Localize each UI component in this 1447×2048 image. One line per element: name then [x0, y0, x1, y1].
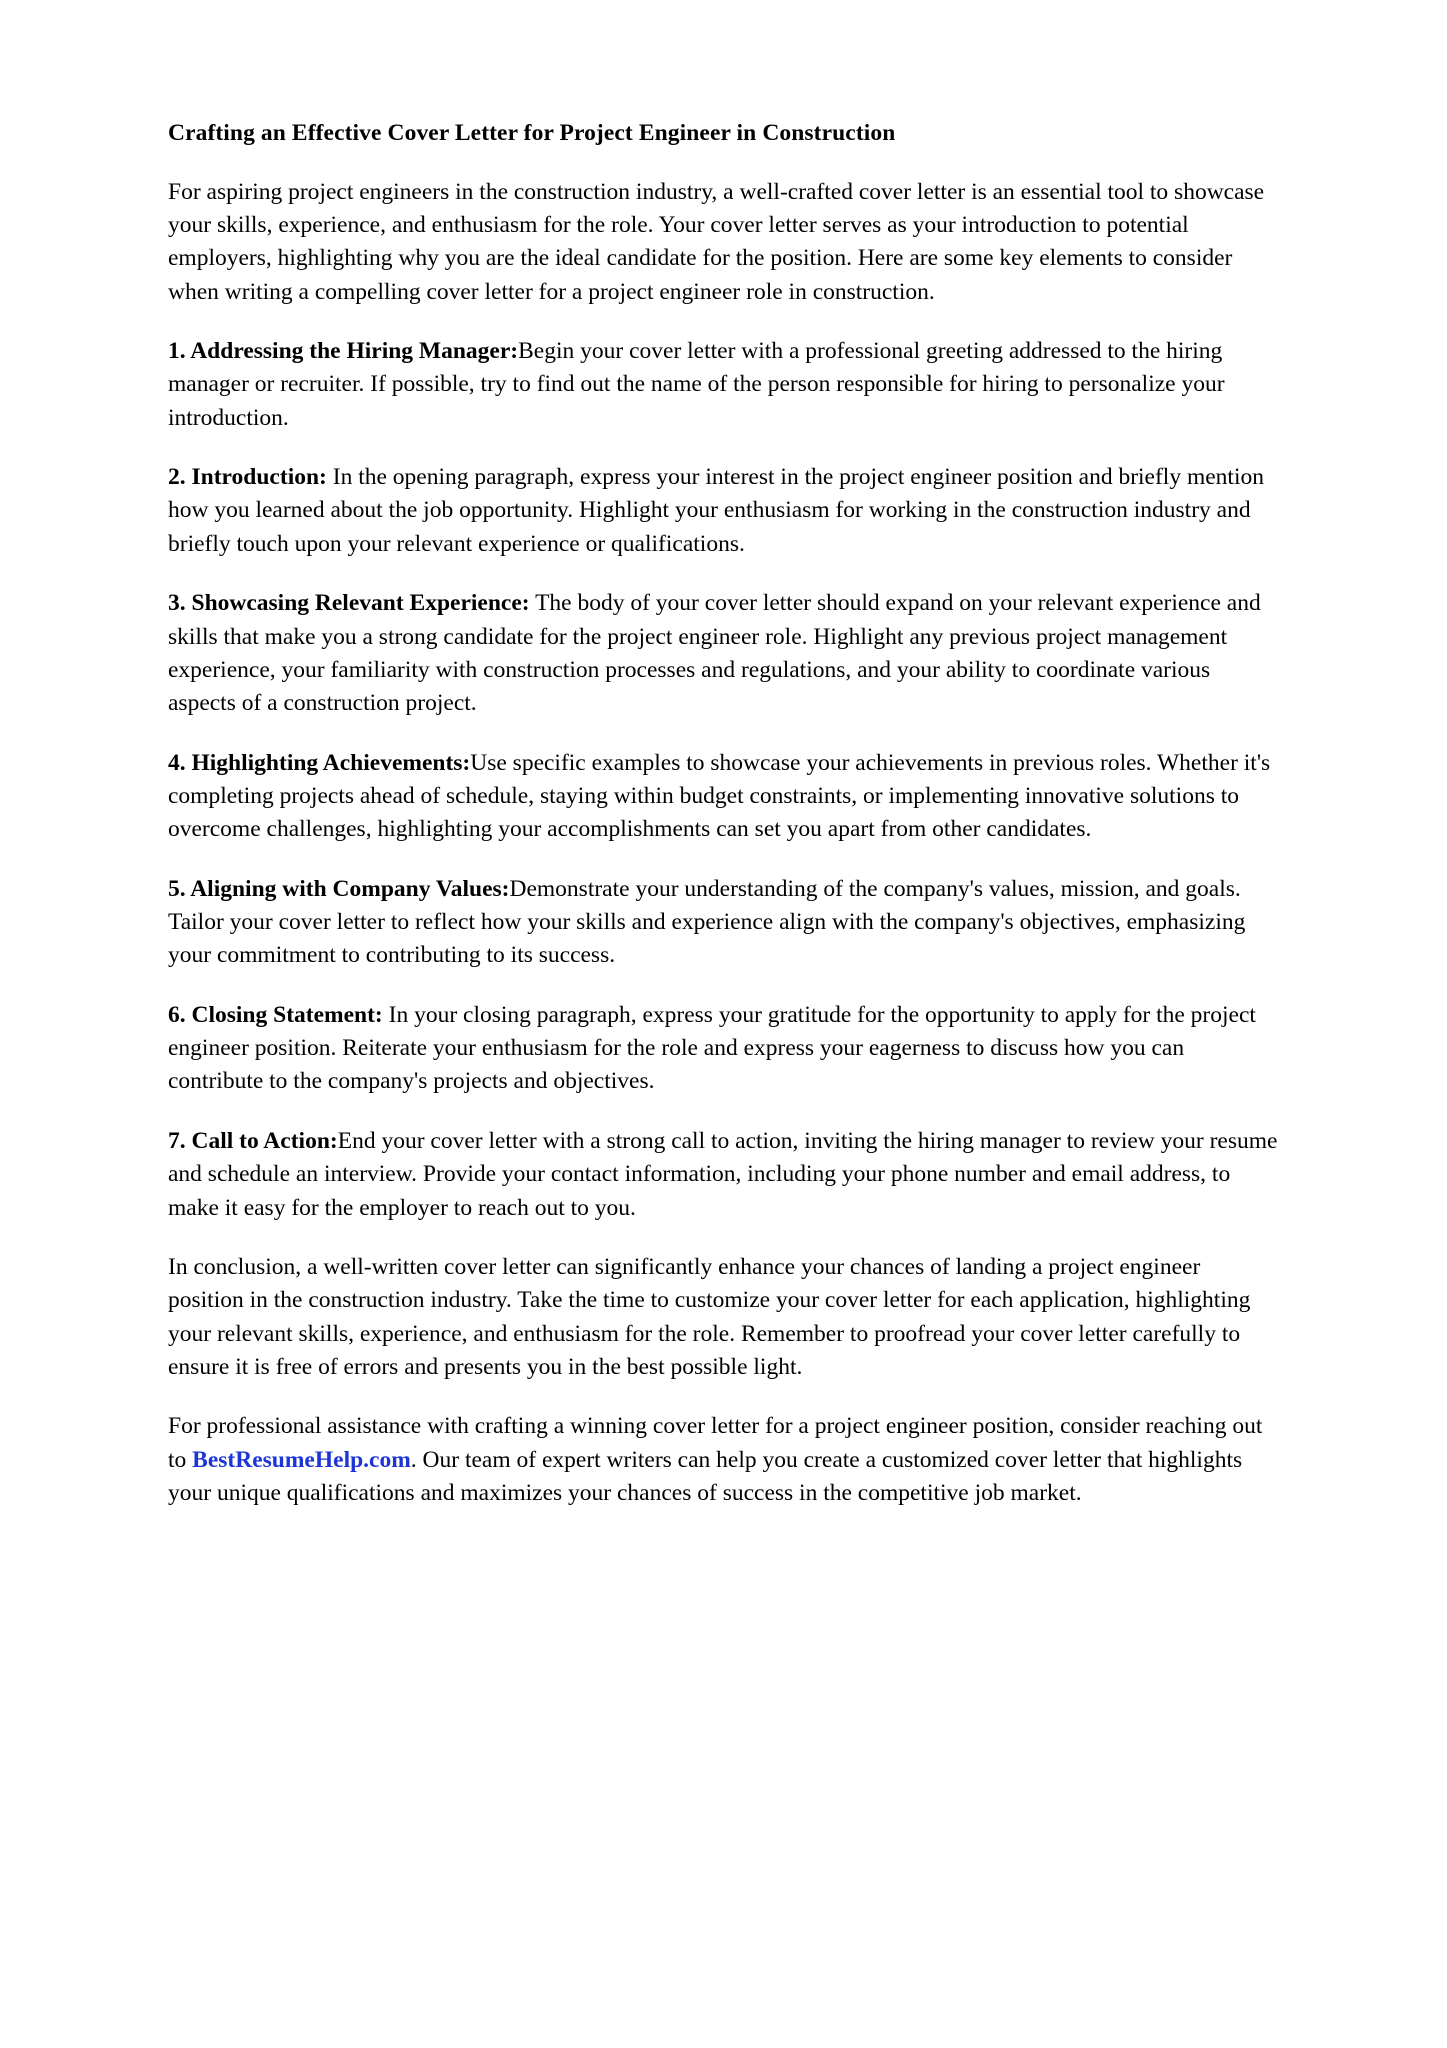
paragraph-aligning-with-company-values [168, 873, 1279, 973]
page-title: Crafting an Effective Cover Letter for Project Engineer in Construction [168, 120, 896, 146]
paragraph-text: Use specific examples to showcase your achievements in previous roles. Whether it's completing projects ahead of schedule, staying within budget constraints, or implementing innovative solutions to overcome challenges, highlighting your accomplishments can set you apart from other candidates. [168, 749, 1271, 843]
paragraph-lead: 4. Highlighting Achievements: [168, 749, 471, 776]
paragraph-text: Demonstrate your understanding of the company's values, mission, and goals. Tailor your cover letter to reflect how your skills and experience align with the company's objectives, emphasizing your commitment to contributing to its success. [168, 875, 1246, 969]
paragraph-intro [168, 176, 1279, 309]
paragraph-text: In your closing paragraph, express your gratitude for the opportunity to apply for the project engineer position. Reiterate your enthusiasm for the role and express your eagerness to discuss how you can contribute to the company's projects and objectives. [168, 1001, 1256, 1095]
paragraph-addressing-hiring-manager [168, 335, 1279, 435]
paragraph-highlighting-achievements [168, 747, 1279, 847]
paragraph-call-to-action [168, 1125, 1279, 1225]
paragraph-lead: 6. Closing Statement: [168, 1001, 383, 1028]
paragraph-text: Begin your cover letter with a professional greeting addressed to the hiring manager or recruiter. If possible, try to find out the name of the person responsible for hiring to personalize your introduction. [168, 337, 1225, 431]
paragraph-text: In conclusion, a well-written cover letter can significantly enhance your chances of landing a project engineer position in the construction industry. Take the time to customize your cover letter for each application, highlighting your relevant skills, experience, and enthusiasm for the role. Remember to proofread your cover letter carefully to ensure it is free of errors and presents you in the best possible light. [168, 1253, 1251, 1380]
paragraph-lead: 7. Call to Action: [168, 1127, 338, 1154]
paragraph-text-before-link: For professional assistance with crafting a winning cover letter for a project engineer position, consider reaching out to [168, 1413, 1263, 1473]
paragraph-lead: 2. Introduction: [168, 464, 327, 491]
paragraph-lead: 3. Showcasing Relevant Experience: [168, 590, 530, 617]
paragraph-text: For aspiring project engineers in the construction industry, a well-crafted cover letter is an essential tool to showcase your skills, experience, and enthusiasm for the role. Your cover letter serves as your introduction to potential employers, highlighting why you are the ideal candidate for the position. Here are some key elements to consider when writing a compelling cover letter for a project engineer role in construction. [168, 178, 1265, 305]
paragraph-lead: 5. Aligning with Company Values: [168, 875, 510, 902]
paragraph-introduction [168, 461, 1279, 561]
bestresumehelp-link[interactable]: BestResumeHelp.com [192, 1446, 411, 1473]
paragraph-professional-assistance [168, 1410, 1279, 1510]
paragraph-conclusion [168, 1251, 1279, 1384]
paragraph-lead: 1. Addressing the Hiring Manager: [168, 337, 519, 364]
paragraph-showcasing-relevant-experience [168, 587, 1279, 720]
paragraph-closing-statement [168, 999, 1279, 1099]
paragraph-text: In the opening paragraph, express your interest in the project engineer position and briefly mention how you learned about the job opportunity. Highlight your enthusiasm for working in the construction industry and briefly touch upon your relevant experience or qualifications. [168, 464, 1264, 557]
paragraph-text: End your cover letter with a strong call to action, inviting the hiring manager to review your resume and schedule an interview. Provide your contact information, including your phone number and email address, to make it easy for the employer to reach out to you. [168, 1127, 1278, 1221]
paragraph-text-after-link: . Our team of expert writers can help you create a customized cover letter that highlights your unique qualifications and maximizes your chances of success in the competitive job market. [168, 1446, 1243, 1507]
paragraph-text: The body of your cover letter should expand on your relevant experience and skills that make you a strong candidate for the project engineer role. Highlight any previous project management experience, your familiarity with construction processes and regulations, and your ability to coordinate various aspects of a construction project. [168, 590, 1261, 717]
